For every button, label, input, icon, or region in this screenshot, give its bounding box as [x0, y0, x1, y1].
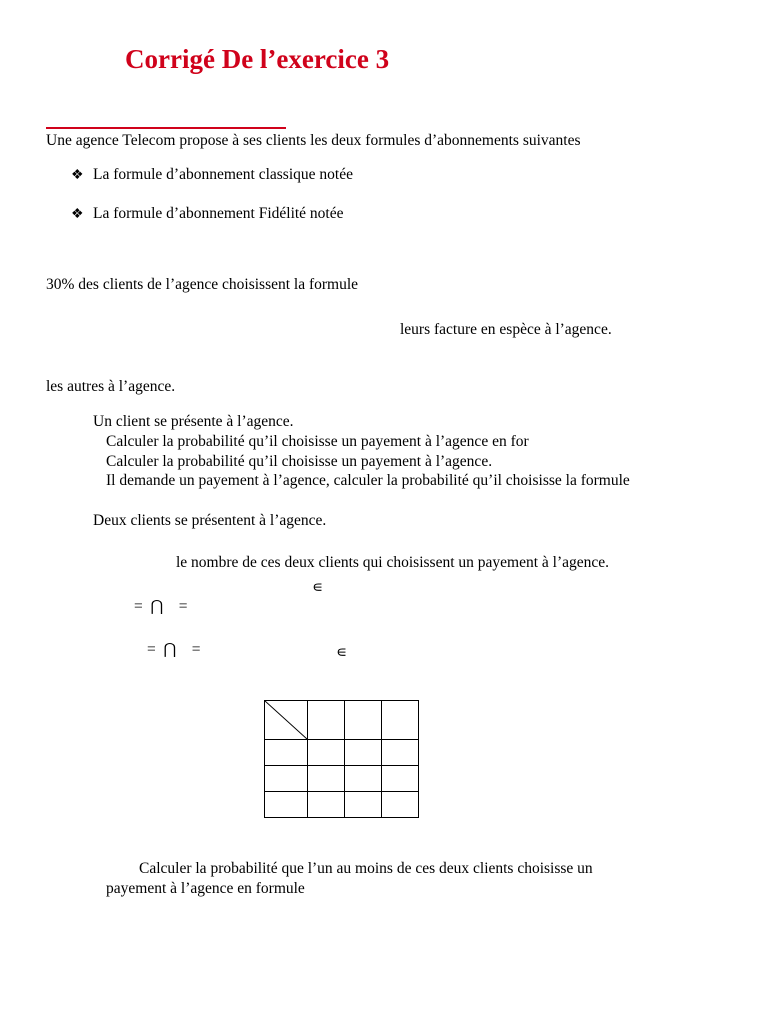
equation-line: = ⋂ =: [147, 641, 201, 658]
element-of-symbol: ∊: [336, 644, 348, 661]
page-title: Corrigé De l’exercice 3: [125, 44, 390, 74]
question-intro: Deux clients se présentent à l’agence.: [93, 512, 327, 529]
bullet-star-icon: ❖: [71, 168, 84, 183]
table-cell: [382, 740, 419, 766]
question-item: Calculer la probabilité qu’il choisisse un payement à l’agence en for: [106, 433, 529, 450]
question-text: Calculer la probabilité que l’un au moins de ces deux clients choisisse un: [139, 860, 593, 877]
paragraph: 30% des clients de l’agence choisissent la formule: [46, 276, 359, 293]
intro-text: Une agence Telecom propose à ses clients les deux formules d’abonnements suivantes: [46, 132, 581, 149]
table-cell: [345, 740, 382, 766]
variable-definition: le nombre de ces deux clients qui choisissent un payement à l’agence.: [176, 554, 609, 571]
table-cell: [382, 792, 419, 818]
question-intro: Un client se présente à l’agence.: [93, 413, 294, 430]
paragraph: leurs facture en espèce à l’agence.: [400, 321, 612, 338]
bullet-item: [71, 165, 353, 185]
table-cell: [382, 701, 419, 740]
table-cell: [308, 792, 345, 818]
paragraph: les autres à l’agence.: [46, 378, 176, 395]
bullet-label: La formule d’abonnement classique notée: [93, 166, 353, 183]
table-corner-cell: [265, 701, 308, 740]
probability-table: [264, 700, 419, 818]
table-cell: [345, 792, 382, 818]
table-cell: [265, 740, 308, 766]
table-cell: [345, 701, 382, 740]
table-cell: [308, 740, 345, 766]
question-item: Il demande un payement à l’agence, calculer la probabilité qu’il choisisse la formule: [106, 472, 630, 489]
title-underline: [46, 127, 286, 129]
bullet-label: La formule d’abonnement Fidélité notée: [93, 205, 344, 222]
table-cell: [308, 766, 345, 792]
table-cell: [382, 766, 419, 792]
bullet-item: [71, 204, 344, 224]
table-cell: [265, 792, 308, 818]
table-cell: [345, 766, 382, 792]
question-item: Calculer la probabilité qu’il choisisse un payement à l’agence.: [106, 453, 493, 470]
question-text: payement à l’agence en formule: [106, 880, 305, 897]
table-cell: [308, 701, 345, 740]
equation-line: = ⋂ =: [134, 598, 188, 615]
bullet-star-icon: ❖: [71, 207, 84, 222]
table-cell: [265, 766, 308, 792]
element-of-symbol: ∊: [312, 579, 324, 596]
